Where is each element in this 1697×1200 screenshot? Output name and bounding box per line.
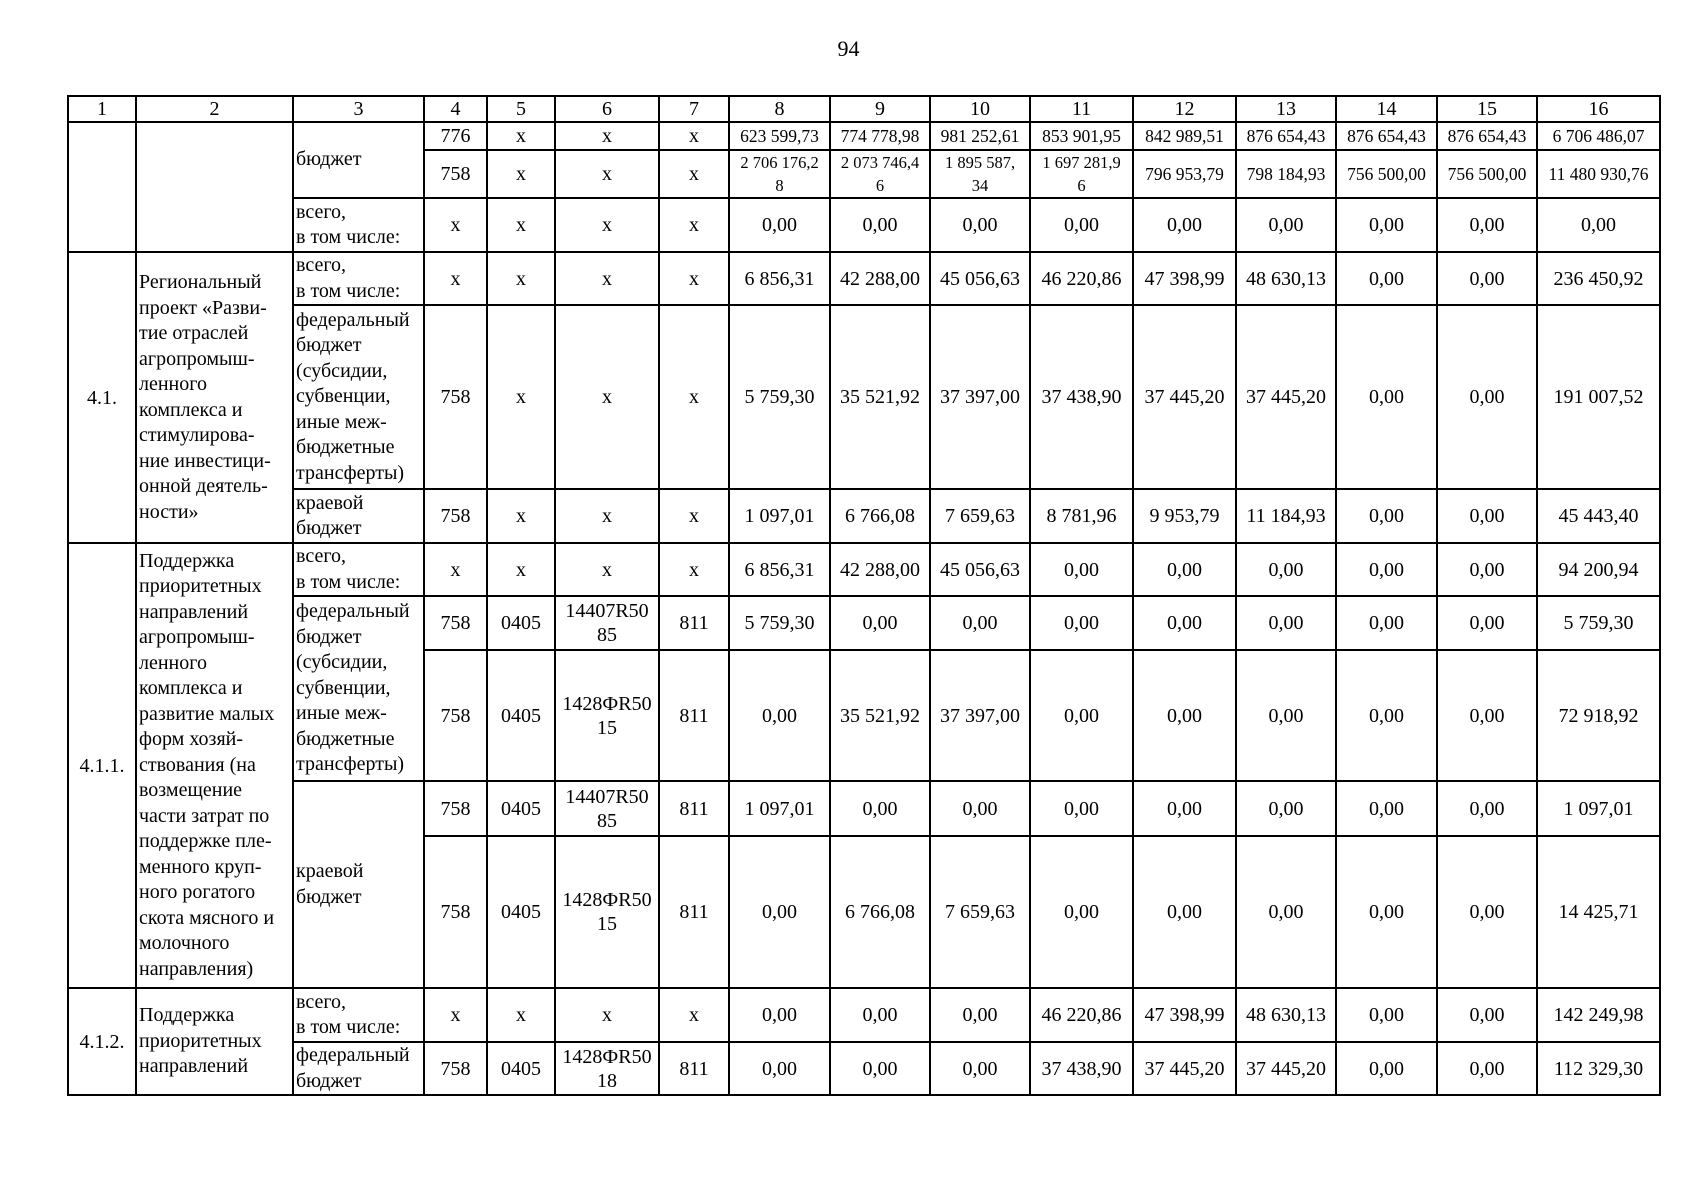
value-cell: 72 918,92 <box>1537 650 1660 781</box>
cell-c5: x <box>487 543 555 596</box>
cell-c4: 758 <box>424 836 487 988</box>
value-cell: 94 200,94 <box>1537 543 1660 596</box>
cell-c6: x <box>555 988 659 1042</box>
value-cell: 0,00 <box>1336 252 1437 305</box>
value-cell: 7 659,63 <box>930 836 1030 988</box>
value-cell: 5 759,30 <box>1537 596 1660 650</box>
column-header: 13 <box>1236 96 1336 122</box>
value-cell: 0,00 <box>830 781 930 836</box>
value-cell: 0,00 <box>1437 596 1537 650</box>
value-cell: 2 706 176,2 8 <box>729 150 830 198</box>
value-cell: 6 766,08 <box>830 489 930 543</box>
value-cell: 0,00 <box>729 836 830 988</box>
page-number: 94 <box>837 36 860 61</box>
value-cell: 0,00 <box>1336 305 1437 489</box>
cell-c7: x <box>659 543 729 596</box>
cell-c7: 811 <box>659 836 729 988</box>
value-cell: 1 097,01 <box>729 781 830 836</box>
value-cell: 0,00 <box>729 650 830 781</box>
cell-c5: x <box>487 252 555 305</box>
value-cell: 0,00 <box>1437 543 1537 596</box>
column-header: 8 <box>729 96 830 122</box>
cell-c6: x <box>555 543 659 596</box>
cell-c5: 0405 <box>487 1042 555 1095</box>
table-row <box>68 252 1660 305</box>
value-cell: 0,00 <box>930 781 1030 836</box>
value-cell: 236 450,92 <box>1537 252 1660 305</box>
value-cell: 0,00 <box>1336 198 1437 252</box>
cell-c6: 1428ФR50 15 <box>555 836 659 988</box>
value-cell: 0,00 <box>1133 596 1236 650</box>
funding-source: всего, в том числе: <box>293 543 424 596</box>
column-header: 7 <box>659 96 729 122</box>
value-cell: 0,00 <box>1336 596 1437 650</box>
cell-c4: 758 <box>424 489 487 543</box>
column-header: 9 <box>830 96 930 122</box>
budget-table <box>67 95 1661 1096</box>
value-cell: 35 521,92 <box>830 650 930 781</box>
value-cell: 876 654,43 <box>1336 122 1437 150</box>
value-cell: 8 781,96 <box>1030 489 1133 543</box>
funding-source: бюджет <box>293 122 424 198</box>
value-cell: 0,00 <box>1437 198 1537 252</box>
value-cell: 774 778,98 <box>830 122 930 150</box>
value-cell: 0,00 <box>1030 781 1133 836</box>
value-cell: 0,00 <box>1236 836 1336 988</box>
value-cell: 876 654,43 <box>1437 122 1537 150</box>
value-cell: 37 397,00 <box>930 305 1030 489</box>
value-cell: 37 445,20 <box>1236 305 1336 489</box>
cell-c5: x <box>487 122 555 150</box>
column-header: 11 <box>1030 96 1133 122</box>
funding-source: федеральный бюджет (субсидии, субвенции, иные меж- бюджетные трансферты) <box>293 305 424 489</box>
value-cell: 48 630,13 <box>1236 988 1336 1042</box>
cell-c5: 0405 <box>487 650 555 781</box>
table-row <box>68 122 1660 150</box>
table-row <box>68 988 1660 1042</box>
value-cell: 1 697 281,9 6 <box>1030 150 1133 198</box>
value-cell: 798 184,93 <box>1236 150 1336 198</box>
value-cell: 47 398,99 <box>1133 988 1236 1042</box>
value-cell: 0,00 <box>729 988 830 1042</box>
value-cell: 756 500,00 <box>1336 150 1437 198</box>
value-cell: 5 759,30 <box>729 596 830 650</box>
value-cell: 48 630,13 <box>1236 252 1336 305</box>
cell-c5: x <box>487 305 555 489</box>
cell-c4: 758 <box>424 596 487 650</box>
column-header: 14 <box>1336 96 1437 122</box>
value-cell: 0,00 <box>1030 596 1133 650</box>
measure-name <box>136 122 293 252</box>
cell-c7: x <box>659 489 729 543</box>
value-cell: 0,00 <box>1236 198 1336 252</box>
table-row <box>68 781 1660 836</box>
value-cell: 0,00 <box>1133 543 1236 596</box>
value-cell: 0,00 <box>729 198 830 252</box>
funding-source: федеральный бюджет <box>293 1042 424 1095</box>
value-cell: 112 329,30 <box>1537 1042 1660 1095</box>
value-cell: 0,00 <box>1437 781 1537 836</box>
value-cell: 42 288,00 <box>830 252 930 305</box>
value-cell: 0,00 <box>930 1042 1030 1095</box>
value-cell: 46 220,86 <box>1030 988 1133 1042</box>
value-cell: 37 445,20 <box>1133 1042 1236 1095</box>
value-cell: 0,00 <box>1030 836 1133 988</box>
value-cell: 0,00 <box>1336 988 1437 1042</box>
value-cell: 37 438,90 <box>1030 1042 1133 1095</box>
value-cell: 0,00 <box>1133 781 1236 836</box>
value-cell: 0,00 <box>1437 305 1537 489</box>
value-cell: 842 989,51 <box>1133 122 1236 150</box>
value-cell: 35 521,92 <box>830 305 930 489</box>
column-header: 5 <box>487 96 555 122</box>
value-cell: 37 445,20 <box>1236 1042 1336 1095</box>
cell-c4: x <box>424 543 487 596</box>
value-cell: 142 249,98 <box>1537 988 1660 1042</box>
cell-c7: x <box>659 252 729 305</box>
cell-c7: x <box>659 988 729 1042</box>
cell-c4: 758 <box>424 150 487 198</box>
value-cell: 0,00 <box>1537 198 1660 252</box>
value-cell: 1 097,01 <box>1537 781 1660 836</box>
cell-c4: 758 <box>424 305 487 489</box>
cell-c6: x <box>555 305 659 489</box>
value-cell: 0,00 <box>930 198 1030 252</box>
value-cell: 0,00 <box>1336 1042 1437 1095</box>
cell-c6: 14407R50 85 <box>555 781 659 836</box>
value-cell: 623 599,73 <box>729 122 830 150</box>
value-cell: 0,00 <box>1437 650 1537 781</box>
value-cell: 0,00 <box>1336 650 1437 781</box>
cell-c6: x <box>555 122 659 150</box>
value-cell: 6 766,08 <box>830 836 930 988</box>
table-row <box>68 305 1660 489</box>
column-header: 10 <box>930 96 1030 122</box>
row-number: 4.1. <box>68 252 136 543</box>
value-cell: 45 056,63 <box>930 543 1030 596</box>
value-cell: 981 252,61 <box>930 122 1030 150</box>
cell-c7: 811 <box>659 781 729 836</box>
column-header: 1 <box>68 96 136 122</box>
value-cell: 1 895 587, 34 <box>930 150 1030 198</box>
value-cell: 0,00 <box>1336 836 1437 988</box>
value-cell: 37 438,90 <box>1030 305 1133 489</box>
cell-c5: 0405 <box>487 596 555 650</box>
value-cell: 6 856,31 <box>729 252 830 305</box>
measure-name: Поддержка приоритетных направлений <box>136 988 293 1095</box>
cell-c6: x <box>555 489 659 543</box>
cell-c4: 758 <box>424 650 487 781</box>
funding-source: всего, в том числе: <box>293 198 424 252</box>
funding-source: федеральный бюджет (субсидии, субвенции, иные меж- бюджетные трансферты) <box>293 596 424 781</box>
value-cell: 0,00 <box>930 596 1030 650</box>
value-cell: 0,00 <box>930 988 1030 1042</box>
cell-c7: x <box>659 198 729 252</box>
row-number: 4.1.2. <box>68 988 136 1095</box>
funding-source: краевой бюджет <box>293 781 424 988</box>
cell-c5: x <box>487 198 555 252</box>
value-cell: 0,00 <box>830 988 930 1042</box>
column-header: 4 <box>424 96 487 122</box>
value-cell: 0,00 <box>1336 489 1437 543</box>
value-cell: 0,00 <box>830 198 930 252</box>
cell-c6: 14407R50 85 <box>555 596 659 650</box>
cell-c7: 811 <box>659 650 729 781</box>
cell-c6: x <box>555 150 659 198</box>
value-cell: 0,00 <box>1437 1042 1537 1095</box>
value-cell: 6 706 486,07 <box>1537 122 1660 150</box>
value-cell: 0,00 <box>1437 988 1537 1042</box>
value-cell: 47 398,99 <box>1133 252 1236 305</box>
value-cell: 0,00 <box>729 1042 830 1095</box>
value-cell: 0,00 <box>1030 543 1133 596</box>
value-cell: 45 443,40 <box>1537 489 1660 543</box>
value-cell: 0,00 <box>1437 836 1537 988</box>
value-cell: 0,00 <box>1030 198 1133 252</box>
cell-c7: x <box>659 305 729 489</box>
cell-c7: 811 <box>659 596 729 650</box>
table-row <box>68 543 1660 596</box>
column-header: 15 <box>1437 96 1537 122</box>
value-cell: 11 184,93 <box>1236 489 1336 543</box>
cell-c4: x <box>424 198 487 252</box>
value-cell: 876 654,43 <box>1236 122 1336 150</box>
value-cell: 0,00 <box>1336 781 1437 836</box>
value-cell: 2 073 746,4 6 <box>830 150 930 198</box>
cell-c5: 0405 <box>487 836 555 988</box>
value-cell: 1 097,01 <box>729 489 830 543</box>
value-cell: 0,00 <box>1133 836 1236 988</box>
value-cell: 0,00 <box>1236 543 1336 596</box>
cell-c5: x <box>487 988 555 1042</box>
value-cell: 45 056,63 <box>930 252 1030 305</box>
row-number <box>68 122 136 252</box>
value-cell: 37 445,20 <box>1133 305 1236 489</box>
cell-c4: 776 <box>424 122 487 150</box>
cell-c4: 758 <box>424 781 487 836</box>
value-cell: 0,00 <box>1236 781 1336 836</box>
cell-c6: 1428ФR50 15 <box>555 650 659 781</box>
cell-c7: x <box>659 122 729 150</box>
value-cell: 796 953,79 <box>1133 150 1236 198</box>
column-header: 2 <box>136 96 293 122</box>
value-cell: 0,00 <box>1437 252 1537 305</box>
value-cell: 7 659,63 <box>930 489 1030 543</box>
table-row <box>68 489 1660 543</box>
value-cell: 0,00 <box>1133 650 1236 781</box>
cell-c5: 0405 <box>487 781 555 836</box>
measure-name: Поддержка приоритетных направлений агропромыш- ленного комплекса и развитие малых форм хозяй- ствования (на возмещение части затрат по поддержке пле- менного круп- ного рогатого скота мясного и молочного направления) <box>136 543 293 988</box>
value-cell: 42 288,00 <box>830 543 930 596</box>
value-cell: 0,00 <box>1030 650 1133 781</box>
value-cell: 0,00 <box>1437 489 1537 543</box>
value-cell: 191 007,52 <box>1537 305 1660 489</box>
value-cell: 0,00 <box>1336 543 1437 596</box>
column-header: 6 <box>555 96 659 122</box>
cell-c6: 1428ФR50 18 <box>555 1042 659 1095</box>
value-cell: 0,00 <box>1236 596 1336 650</box>
value-cell: 37 397,00 <box>930 650 1030 781</box>
table-row <box>68 1042 1660 1095</box>
value-cell: 853 901,95 <box>1030 122 1133 150</box>
value-cell: 0,00 <box>1133 198 1236 252</box>
cell-c5: x <box>487 150 555 198</box>
cell-c6: x <box>555 252 659 305</box>
table-row <box>68 596 1660 650</box>
funding-source: всего, в том числе: <box>293 988 424 1042</box>
value-cell: 0,00 <box>830 596 930 650</box>
header-row <box>68 96 1660 122</box>
cell-c6: x <box>555 198 659 252</box>
funding-source: всего, в том числе: <box>293 252 424 305</box>
measure-name: Региональный проект «Разви- тие отраслей агропромыш- ленного комплекса и стимулирова- ние инвестици- онной деятель- ности» <box>136 252 293 543</box>
cell-c5: x <box>487 489 555 543</box>
value-cell: 5 759,30 <box>729 305 830 489</box>
column-header: 12 <box>1133 96 1236 122</box>
column-header: 3 <box>293 96 424 122</box>
funding-source: краевой бюджет <box>293 489 424 543</box>
table-row <box>68 198 1660 252</box>
cell-c4: 758 <box>424 1042 487 1095</box>
value-cell: 46 220,86 <box>1030 252 1133 305</box>
value-cell: 0,00 <box>830 1042 930 1095</box>
value-cell: 9 953,79 <box>1133 489 1236 543</box>
cell-c7: 811 <box>659 1042 729 1095</box>
cell-c7: x <box>659 150 729 198</box>
value-cell: 11 480 930,76 <box>1537 150 1660 198</box>
value-cell: 756 500,00 <box>1437 150 1537 198</box>
column-header: 16 <box>1537 96 1660 122</box>
value-cell: 14 425,71 <box>1537 836 1660 988</box>
cell-c4: x <box>424 988 487 1042</box>
cell-c4: x <box>424 252 487 305</box>
row-number: 4.1.1. <box>68 543 136 988</box>
value-cell: 6 856,31 <box>729 543 830 596</box>
value-cell: 0,00 <box>1236 650 1336 781</box>
